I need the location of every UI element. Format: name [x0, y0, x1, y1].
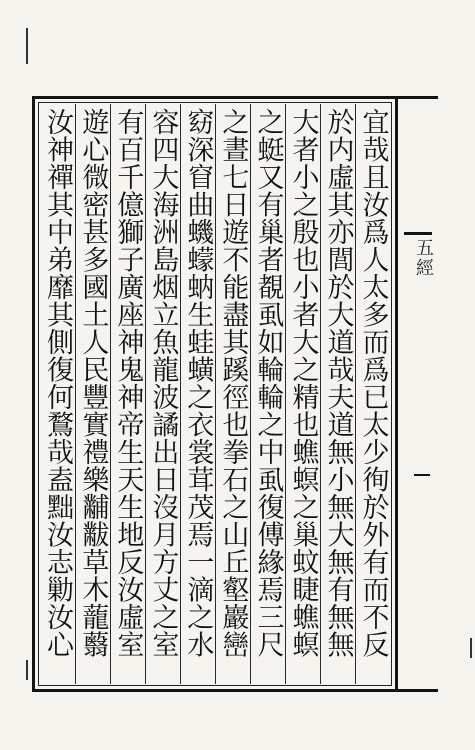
stray-mark: [26, 28, 28, 64]
text-column-8: [110, 104, 145, 684]
column-text: 遊心微密甚多國土人民豐實禮樂黼黻草木蘢蘙: [77, 108, 109, 658]
text-column-10: [40, 104, 75, 684]
text-column-5: [215, 104, 250, 684]
column-text: 之蜓又有巢者覩虱如輪輪之中虱復傅緣焉三尺: [252, 108, 284, 658]
text-columns: [40, 104, 390, 684]
fold-title: 五經: [413, 238, 434, 278]
text-column-7: [145, 104, 180, 684]
stray-mark: [26, 660, 28, 680]
text-column-9: [75, 104, 110, 684]
column-text: 大者小之殷也小者大之精也蟭螟之巢蚊睫蟭螟: [287, 108, 319, 658]
column-text: 宜哉且汝爲人太多而爲已太少徇於外有而不反: [357, 108, 389, 658]
fold-strip: [398, 96, 438, 692]
fold-fishtail-mark: [404, 232, 432, 235]
text-column-4: [250, 104, 285, 684]
fold-page-tick: [414, 474, 430, 476]
text-column-3: [285, 104, 320, 684]
column-text: 容四大海洲島烟立魚龍波譎出日沒月方丈之室: [147, 108, 179, 658]
stray-mark: [470, 638, 472, 658]
column-text: 於内虛其亦閭於大道哉夫道無小無大無有無無: [322, 108, 354, 658]
column-text: 有百千億獅子廣座神鬼神帝生天生地反汝虛室: [112, 108, 144, 658]
text-column-6: [180, 104, 215, 684]
text-column-2: [320, 104, 355, 684]
column-text: 之晝七日遊不能盡其蹊徑也拳石之山丘壑巖巒: [217, 108, 249, 658]
column-text: 汝神禪其中弟靡其側復何鶩哉盍黜汝志勦汝心: [41, 108, 73, 658]
column-text: 窈深窅曲蟣蠓蚋生蛙蟥之衣裳茸茂焉一滴之水: [182, 108, 214, 658]
text-column-1: [355, 104, 390, 684]
